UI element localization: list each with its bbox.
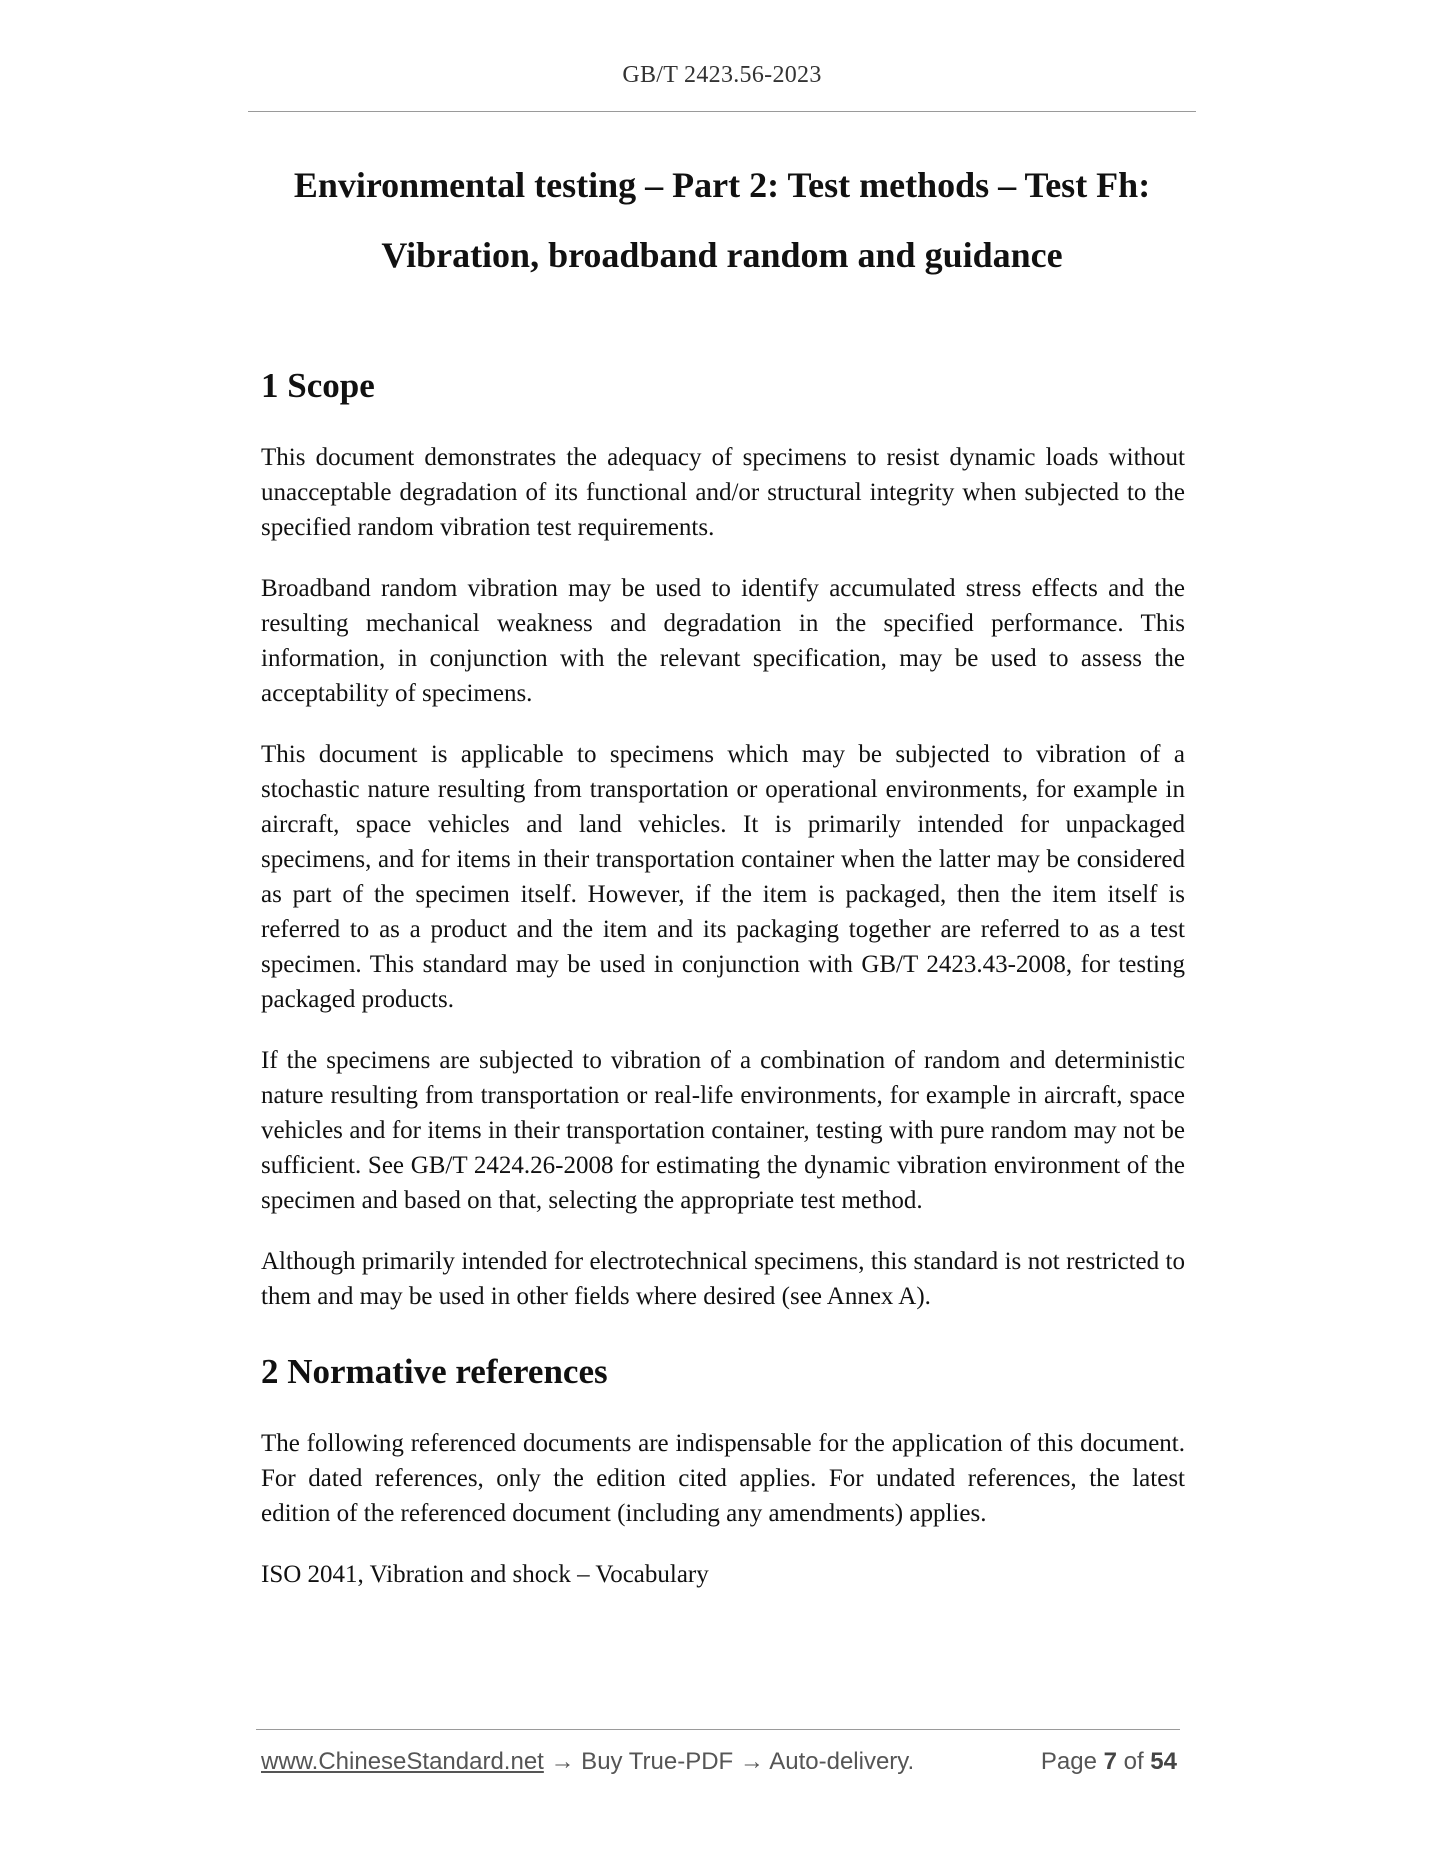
normative-reference-item: ISO 2041, Vibration and shock – Vocabulary xyxy=(261,1561,709,1588)
footer-divider xyxy=(256,1729,1180,1730)
title-line-1: Environmental testing – Part 2: Test methods – Test Fh: xyxy=(293,165,1151,205)
section-heading-normative-references: 2 Normative references xyxy=(261,1352,608,1391)
scope-paragraph-3: This document is applicable to specimens which may be subjected to vibration of a stochastic nature resulting from transportation or operational environments, for example in aircraft, space vehicles and land vehicles. It is primarily intended for unpackaged specimens, and for items in their transportation container when the latter may be considered as part of the specimen itself. However, if the item is packaged, then the item itself is referred to as a product and the item and its packaging together are referred to as a test specimen. This standard may be used in conjunction with GB/T 2423.43-2008, for testing packaged products. xyxy=(261,741,1185,1013)
page-label: Page xyxy=(1040,1748,1104,1775)
scope-paragraph-4: If the specimens are subjected to vibration of a combination of random and deterministic nature resulting from transportation or real-life environments, for example in aircraft, space vehicles and for items in their transportation container, testing with pure random may not be sufficient. See GB/T 2424.26-2008 for estimating the dynamic vibration environment of the specimen and based on that, selecting the appropriate test method. xyxy=(261,1047,1185,1214)
page-indicator xyxy=(1041,1748,1177,1776)
website-link[interactable]: www.ChineseStandard.net xyxy=(261,1748,544,1775)
footer-promo xyxy=(261,1748,914,1776)
document-body xyxy=(261,356,1185,1592)
scope-paragraph-2: Broadband random vibration may be used to identify accumulated stress effects and the resulting mechanical weakness and degradation in the specified performance. This information, in conjunction with the relevant specification, may be used to assess the acceptability of specimens. xyxy=(261,575,1185,707)
scope-paragraph-1: This document demonstrates the adequacy of specimens to resist dynamic loads without unacceptable degradation of its functional and/or structural integrity when subjected to the specified random vibration test requirements. xyxy=(261,444,1185,541)
title-line-2: Vibration, broadband random and guidance xyxy=(381,235,1063,275)
header-standard-code: GB/T 2423.56-2023 xyxy=(622,62,822,88)
document-title xyxy=(248,150,1196,290)
section-heading-scope: 1 Scope xyxy=(261,366,375,405)
footer xyxy=(261,1748,1177,1780)
page-of-label: of xyxy=(1116,1748,1151,1775)
current-page-number: 7 xyxy=(1103,1748,1117,1775)
normative-paragraph-1: The following referenced documents are indispensable for the application of this document. For dated references, only the edition cited applies. For undated references, the latest edition of the referenced document (including any amendments) applies. xyxy=(261,1430,1185,1527)
scope-paragraph-5: Although primarily intended for electrotechnical specimens, this standard is not restricted to them and may be used in other fields where desired (see Annex A). xyxy=(261,1248,1185,1310)
footer-tagline: → Buy True-PDF → Auto-delivery. xyxy=(543,1748,915,1775)
header-divider xyxy=(248,111,1196,112)
total-page-count: 54 xyxy=(1150,1748,1177,1775)
